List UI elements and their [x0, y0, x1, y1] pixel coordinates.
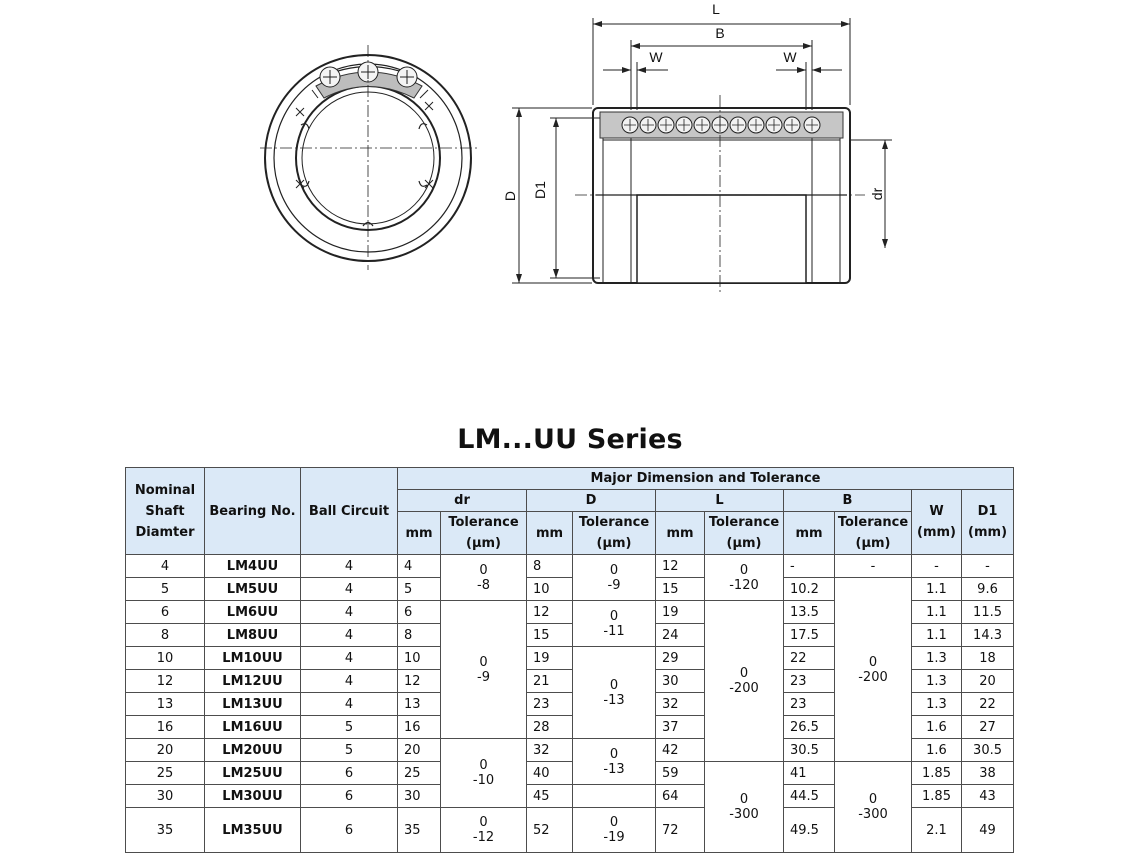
cell-D-tolerance: 0 -19 — [573, 808, 656, 853]
cell-D1: 14.3 — [962, 624, 1014, 647]
cell-D1: 49 — [962, 808, 1014, 853]
cell-D-tolerance: 0 -13 — [573, 647, 656, 739]
cell-bearing: LM35UU — [205, 808, 301, 853]
cell-B: 30.5 — [784, 739, 835, 762]
cell-dr-tolerance: 0 -12 — [441, 808, 527, 853]
header-tolerance: Tolerance (μm) — [705, 512, 784, 555]
cell-W: 1.1 — [912, 601, 962, 624]
cell-ball: 4 — [301, 624, 398, 647]
header-tolerance: Tolerance (μm) — [441, 512, 527, 555]
cell-D1: 18 — [962, 647, 1014, 670]
cell-B-tolerance: 0 -300 — [835, 762, 912, 853]
cell-D1: 43 — [962, 785, 1014, 808]
bearing-drawing — [0, 0, 1140, 420]
cell-D1: 20 — [962, 670, 1014, 693]
dim-label-D1: D1 — [532, 181, 548, 199]
cell-D: 32 — [527, 739, 573, 762]
cell-D: 28 — [527, 716, 573, 739]
cell-D: 23 — [527, 693, 573, 716]
dim-label-dr: dr — [869, 187, 885, 201]
cell-L: 59 — [656, 762, 705, 785]
table-row — [126, 762, 1014, 785]
cell-dr: 30 — [398, 785, 441, 808]
cell-bearing: LM13UU — [205, 693, 301, 716]
cell-B: 26.5 — [784, 716, 835, 739]
cell-B: 41 — [784, 762, 835, 785]
cell-L-tolerance: 0 -200 — [705, 601, 784, 762]
cell-D: 19 — [527, 647, 573, 670]
dim-label-B: B — [715, 25, 725, 41]
header-tolerance: Tolerance (μm) — [573, 512, 656, 555]
header-major: Major Dimension and Tolerance — [398, 468, 1014, 490]
cell-D1: 27 — [962, 716, 1014, 739]
table-row — [126, 555, 1014, 578]
cell-shaft: 10 — [126, 647, 205, 670]
cell-ball: 6 — [301, 808, 398, 853]
cell-shaft: 12 — [126, 670, 205, 693]
cell-B-tolerance: 0 -200 — [835, 578, 912, 762]
page-title: LM...UU Series — [457, 424, 683, 455]
cell-dr-tolerance: 0 -9 — [441, 601, 527, 739]
cell-shaft: 13 — [126, 693, 205, 716]
cell-dr: 20 — [398, 739, 441, 762]
cell-ball: 5 — [301, 739, 398, 762]
cell-D: 45 — [527, 785, 573, 808]
cell-L-tolerance: 0 -300 — [705, 762, 784, 853]
cell-B-tolerance: - — [835, 555, 912, 578]
cell-dr-tolerance: 0 -10 — [441, 739, 527, 808]
cell-dr-tolerance: 0 -8 — [441, 555, 527, 601]
dimension-table — [125, 467, 1014, 853]
cell-bearing: LM25UU — [205, 762, 301, 785]
cell-L: 15 — [656, 578, 705, 601]
cell-dr: 5 — [398, 578, 441, 601]
cell-L: 32 — [656, 693, 705, 716]
cell-ball: 4 — [301, 647, 398, 670]
cell-ball: 4 — [301, 693, 398, 716]
cell-D1: 38 — [962, 762, 1014, 785]
header-bearing: Bearing No. — [205, 468, 301, 555]
cell-D: 12 — [527, 601, 573, 624]
cell-dr: 8 — [398, 624, 441, 647]
header-mm: mm — [398, 512, 441, 555]
cell-D: 15 — [527, 624, 573, 647]
cell-dr: 35 — [398, 808, 441, 853]
cell-shaft: 4 — [126, 555, 205, 578]
cell-W: 1.1 — [912, 624, 962, 647]
cell-shaft: 16 — [126, 716, 205, 739]
cell-B: 23 — [784, 670, 835, 693]
cell-W: 1.3 — [912, 670, 962, 693]
cell-shaft: 25 — [126, 762, 205, 785]
header-D1: D1 (mm) — [962, 490, 1014, 555]
cell-B: - — [784, 555, 835, 578]
header-W: W (mm) — [912, 490, 962, 555]
end-view-drawing — [260, 45, 478, 270]
cell-shaft: 5 — [126, 578, 205, 601]
cell-shaft: 30 — [126, 785, 205, 808]
cell-B: 49.5 — [784, 808, 835, 853]
cell-L: 29 — [656, 647, 705, 670]
cell-bearing: LM10UU — [205, 647, 301, 670]
cell-B: 23 — [784, 693, 835, 716]
cell-dr: 25 — [398, 762, 441, 785]
cell-ball: 4 — [301, 670, 398, 693]
cell-L: 24 — [656, 624, 705, 647]
cell-bearing: LM5UU — [205, 578, 301, 601]
header-B: B — [784, 490, 912, 512]
cell-bearing: LM16UU — [205, 716, 301, 739]
cell-D-tolerance: 0 -9 — [573, 555, 656, 601]
cell-ball: 6 — [301, 785, 398, 808]
cell-D1: 22 — [962, 693, 1014, 716]
cell-dr: 6 — [398, 601, 441, 624]
dim-label-D: D — [502, 190, 518, 202]
cell-W: 1.6 — [912, 739, 962, 762]
cell-shaft: 6 — [126, 601, 205, 624]
cell-bearing: LM6UU — [205, 601, 301, 624]
cell-ball: 4 — [301, 578, 398, 601]
cell-B: 17.5 — [784, 624, 835, 647]
header-tolerance: Tolerance (μm) — [835, 512, 912, 555]
cell-D: 52 — [527, 808, 573, 853]
cell-D: 21 — [527, 670, 573, 693]
header-ball-circuit: Ball Circuit — [301, 468, 398, 555]
cell-W: 1.3 — [912, 647, 962, 670]
cell-W: 1.85 — [912, 785, 962, 808]
header-mm: mm — [656, 512, 705, 555]
cell-L: 72 — [656, 808, 705, 853]
cell-ball: 6 — [301, 762, 398, 785]
header-L: L — [656, 490, 784, 512]
cell-W: - — [912, 555, 962, 578]
cell-L: 37 — [656, 716, 705, 739]
side-view-drawing — [575, 95, 865, 295]
table-row — [126, 578, 1014, 601]
dim-label-W-right: W — [783, 49, 797, 65]
cell-dr: 13 — [398, 693, 441, 716]
cell-W: 1.3 — [912, 693, 962, 716]
cell-ball: 4 — [301, 555, 398, 578]
cell-L: 30 — [656, 670, 705, 693]
cell-dr: 12 — [398, 670, 441, 693]
cell-D1: 11.5 — [962, 601, 1014, 624]
cell-D-tolerance: 0 -13 — [573, 739, 656, 785]
header-D: D — [527, 490, 656, 512]
header-mm: mm — [527, 512, 573, 555]
cell-bearing: LM30UU — [205, 785, 301, 808]
cell-dr: 16 — [398, 716, 441, 739]
cell-dr: 4 — [398, 555, 441, 578]
cell-D: 40 — [527, 762, 573, 785]
cell-ball: 4 — [301, 601, 398, 624]
cell-B: 44.5 — [784, 785, 835, 808]
cell-shaft: 8 — [126, 624, 205, 647]
cell-bearing: LM8UU — [205, 624, 301, 647]
cell-bearing: LM4UU — [205, 555, 301, 578]
cell-dr: 10 — [398, 647, 441, 670]
cell-D-tolerance: 0 -11 — [573, 601, 656, 647]
cell-W: 2.1 — [912, 808, 962, 853]
cell-B: 22 — [784, 647, 835, 670]
dim-label-L: L — [712, 1, 720, 17]
cell-shaft: 20 — [126, 739, 205, 762]
cell-W: 1.1 — [912, 578, 962, 601]
cell-D: 8 — [527, 555, 573, 578]
cell-L: 42 — [656, 739, 705, 762]
cell-B: 13.5 — [784, 601, 835, 624]
cell-shaft: 35 — [126, 808, 205, 853]
cell-L: 19 — [656, 601, 705, 624]
header-mm: mm — [784, 512, 835, 555]
header-shaft: Nominal Shaft Diamter — [126, 468, 205, 555]
cell-D1: - — [962, 555, 1014, 578]
cell-D1: 30.5 — [962, 739, 1014, 762]
cell-L: 64 — [656, 785, 705, 808]
cell-D1: 9.6 — [962, 578, 1014, 601]
dim-label-W-left: W — [649, 49, 663, 65]
cell-B: 10.2 — [784, 578, 835, 601]
cell-W: 1.85 — [912, 762, 962, 785]
header-dr: dr — [398, 490, 527, 512]
cell-D: 10 — [527, 578, 573, 601]
cell-W: 1.6 — [912, 716, 962, 739]
cell-bearing: LM12UU — [205, 670, 301, 693]
cell-D-tolerance-blank — [573, 785, 656, 808]
cell-L-tolerance: 0 -120 — [705, 555, 784, 601]
cell-ball: 5 — [301, 716, 398, 739]
cell-bearing: LM20UU — [205, 739, 301, 762]
cell-L: 12 — [656, 555, 705, 578]
